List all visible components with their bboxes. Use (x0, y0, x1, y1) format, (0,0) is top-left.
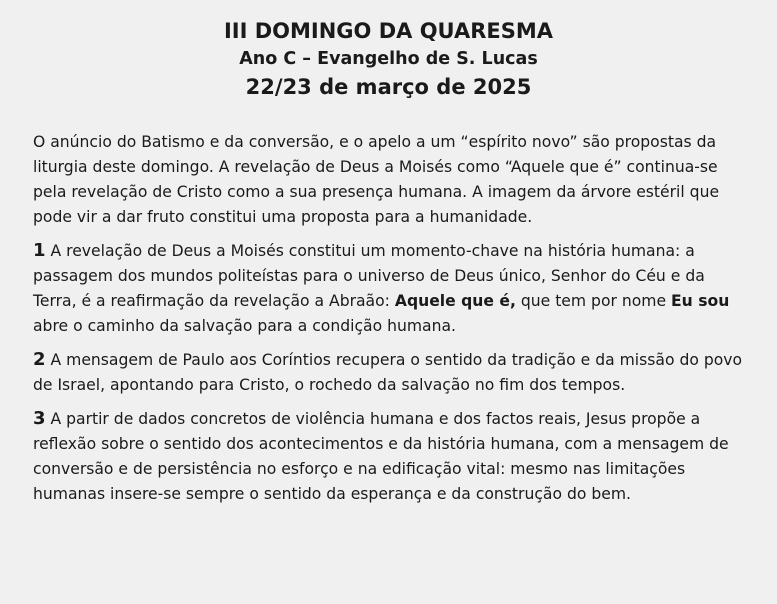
point-3-text: A partir de dados concretos de violência humana e dos factos reais, Jesus propõe a reflexão sobre o sentido dos acontecimentos e da história humana, com a mensagem de conversão e de persistência no esforço e na edificação vital: mesmo nas limitações humanas insere-se sempre o sentido da esperança e da construção do bem. (33, 410, 729, 503)
point-3-number: 3 (33, 408, 46, 429)
page-date: 22/23 de março de 2025 (245, 75, 532, 99)
point-1-text-b: que tem por nome (515, 292, 672, 310)
document-body (33, 130, 744, 507)
page-title: III DOMINGO DA QUARESMA (223, 19, 554, 43)
point-2-text: A mensagem de Paulo aos Coríntios recupera o sentido da tradição e da missão do povo de Israel, apontando para Cristo, o rochedo da salvação no fim dos tempos. (33, 351, 743, 394)
page-subtitle: Ano C – Evangelho de S. Lucas (239, 49, 538, 69)
point-1-number: 1 (33, 240, 46, 261)
point-2-paragraph (33, 347, 744, 398)
intro-paragraph: O anúncio do Batismo e da conversão, e o apelo a um “espírito novo” são propostas da liturgia deste domingo. A revelação de Deus a Moisés como “Aquele que é” continua-se pela revelação de Cristo como a sua presença humana. A imagem da árvore estéril que pode vir a dar fruto constitui uma proposta para a humanidade. (33, 133, 720, 226)
document-header (33, 0, 744, 102)
point-1-paragraph (33, 238, 744, 339)
point-1-bold-b: Eu sou (671, 292, 730, 310)
point-1-text-c: abre o caminho da salvação para a condição humana. (33, 317, 456, 335)
point-3-paragraph (33, 406, 744, 507)
point-2-number: 2 (33, 349, 46, 370)
point-1-text-a: A revelação de Deus a Moisés constitui um momento-chave na história humana: a passagem dos mundos politeístas para o universo de Deus único, Senhor do Céu e da Terra, é a reafirmação da revelação a Abraão: (33, 242, 705, 310)
point-1-bold-a: Aquele que é, (394, 292, 516, 310)
